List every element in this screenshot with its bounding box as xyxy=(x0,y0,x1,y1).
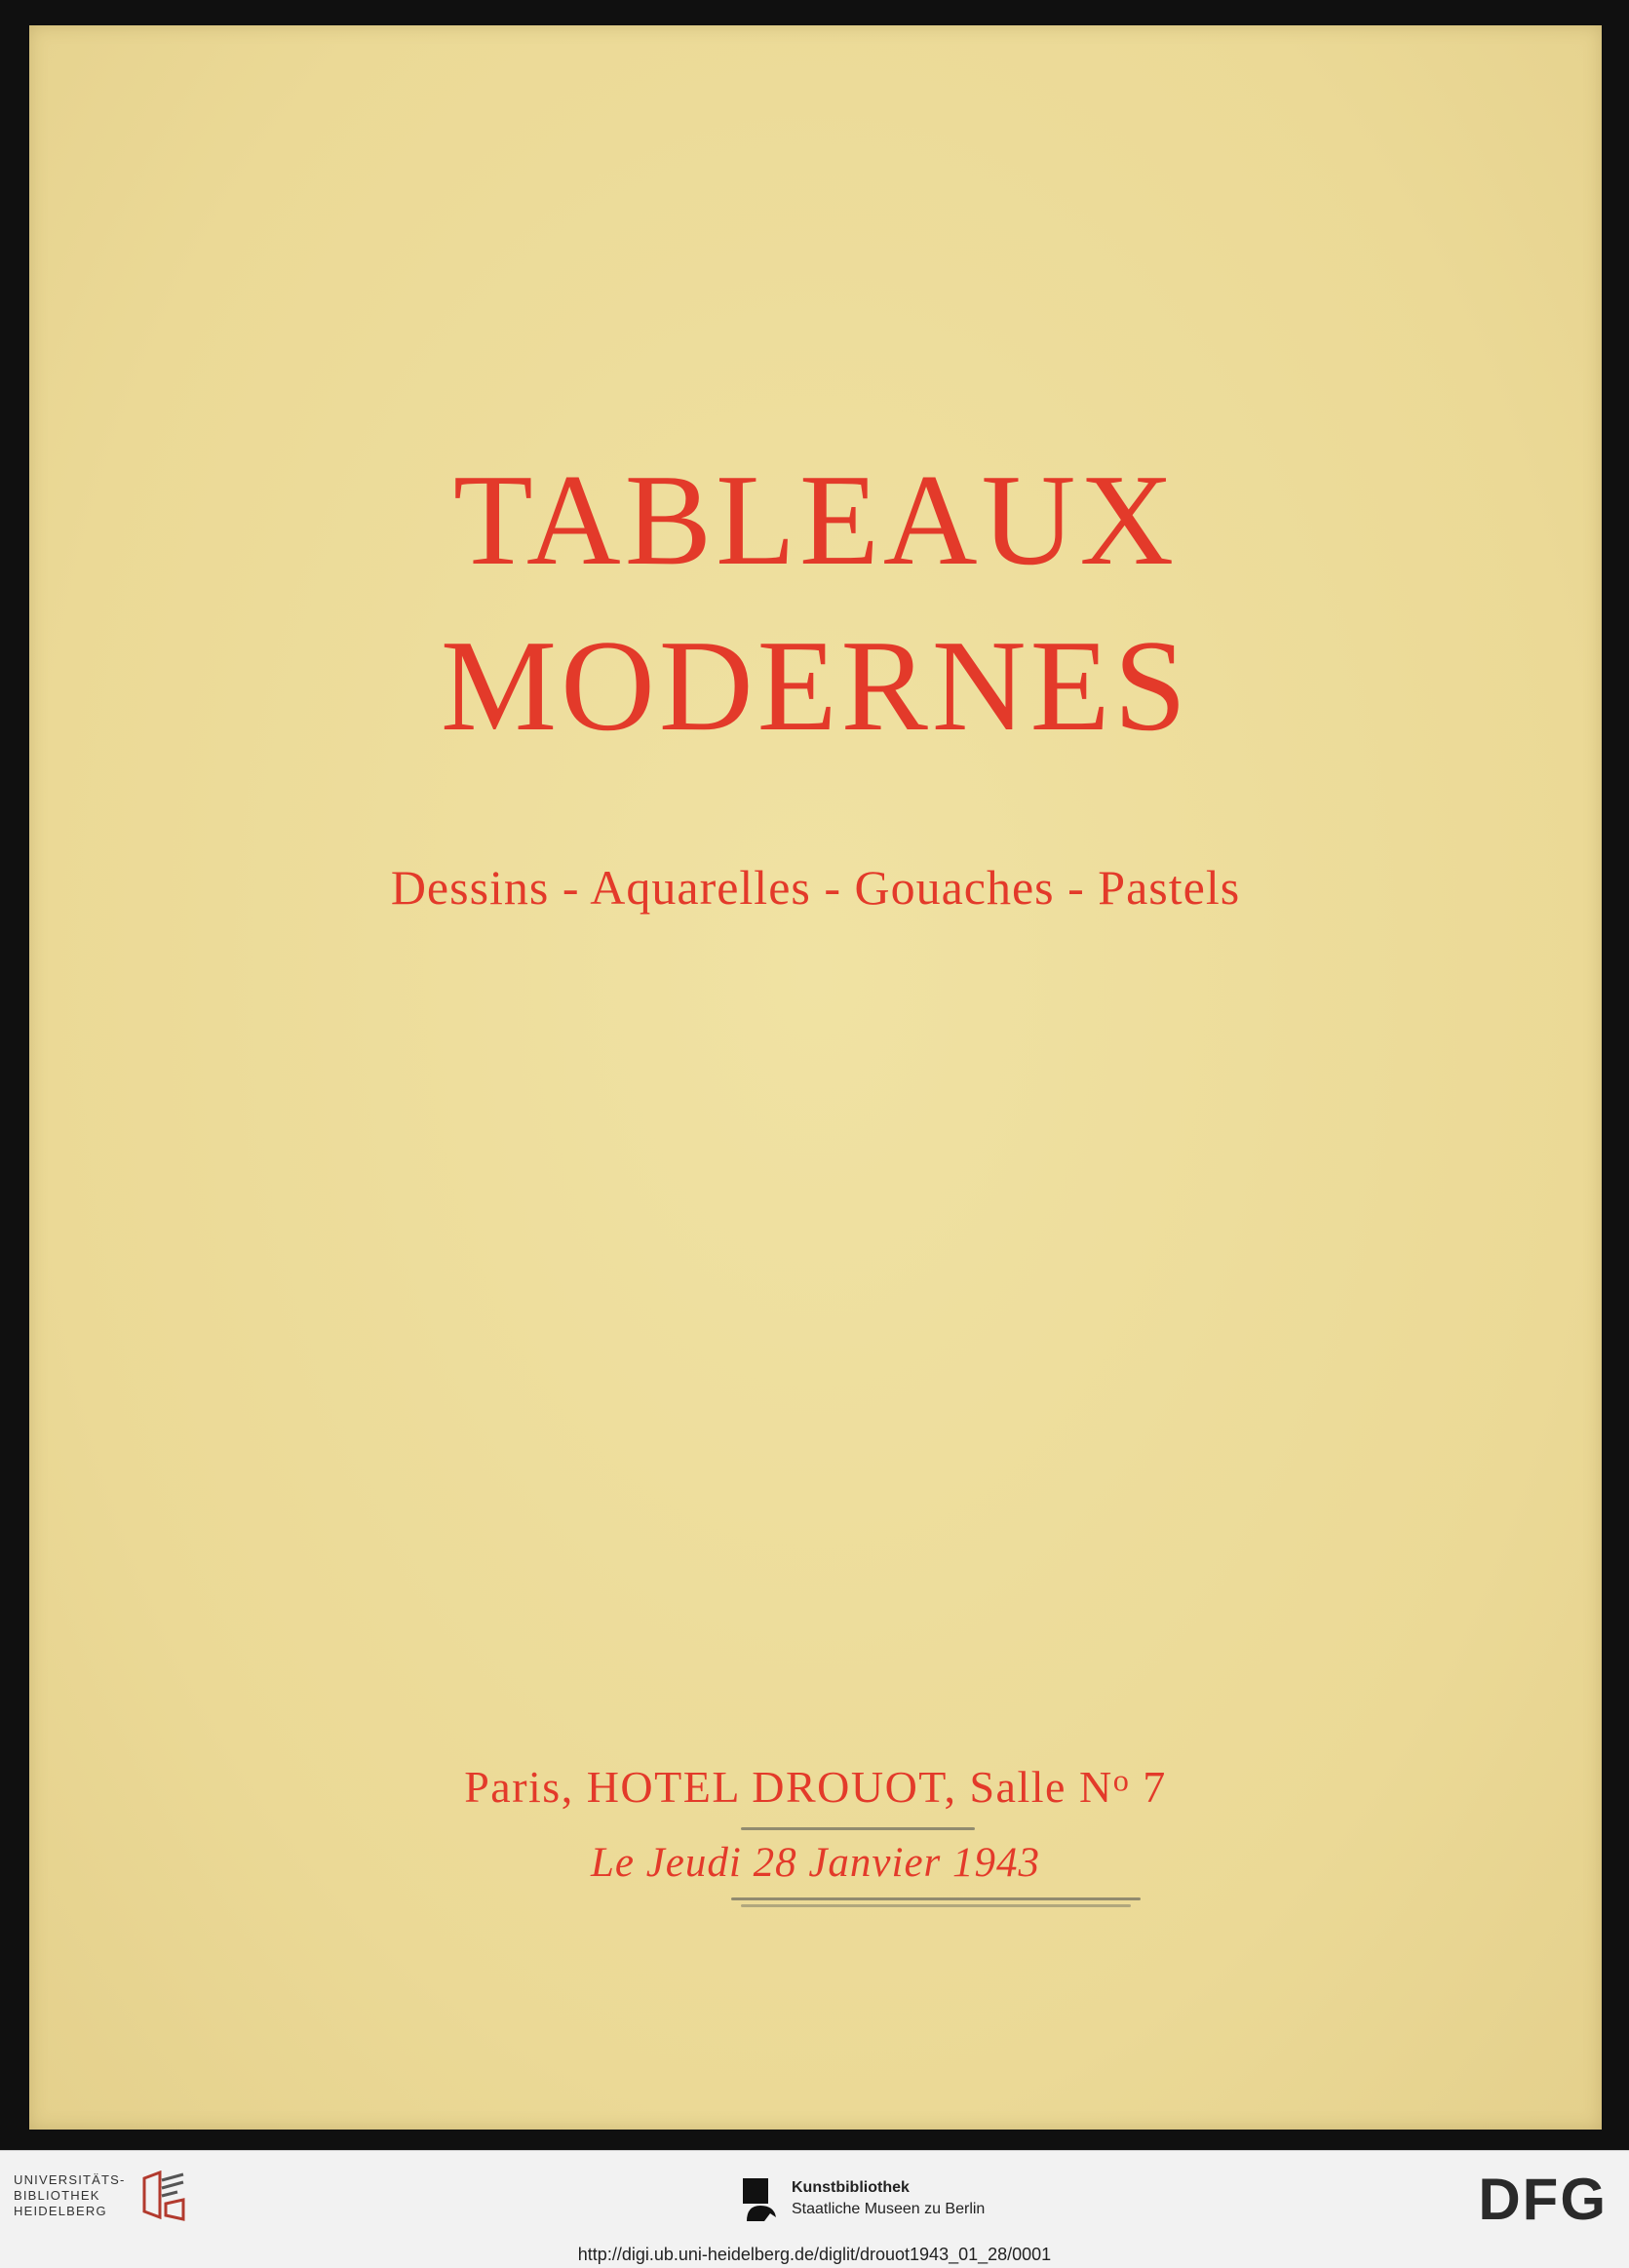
pencil-underline-venue xyxy=(741,1827,975,1830)
venue-number-sign: o xyxy=(1112,1762,1131,1798)
title-line-2: MODERNES xyxy=(440,613,1191,758)
venue-text: Paris, HOTEL DROUOT, Salle N xyxy=(464,1762,1113,1812)
ub-heidelberg-mark-icon xyxy=(140,2170,189,2221)
ub-line-2: BIBLIOTHEK xyxy=(14,2188,100,2203)
ub-line-1: UNIVERSITÄTS- xyxy=(14,2172,126,2187)
pencil-underline-date xyxy=(731,1897,1141,1900)
pencil-underline-date-2 xyxy=(741,1904,1131,1907)
kunstbibliothek-text xyxy=(792,2177,985,2220)
catalogue-cover xyxy=(29,25,1602,2130)
permalink-url[interactable]: http://digi.ub.uni-heidelberg.de/diglit/drouot1943_01_28/0001 xyxy=(0,2243,1629,2268)
library-footer xyxy=(0,2150,1629,2244)
ub-line-3: HEIDELBERG xyxy=(14,2204,107,2218)
title-line-1: TABLEAUX xyxy=(452,448,1179,592)
kunstbibliothek-mark-icon xyxy=(743,2178,782,2221)
ub-heidelberg-logo-text xyxy=(14,2172,126,2219)
venue-number: 7 xyxy=(1130,1762,1167,1812)
kb-name: Kunstbibliothek xyxy=(792,2179,910,2196)
kb-sub: Staatliche Museen zu Berlin xyxy=(792,2201,986,2217)
dfg-logo: DFG xyxy=(1478,2167,1608,2232)
sale-date: Le Jeudi 28 Janvier 1943 xyxy=(590,1840,1041,1886)
subtitle: Dessins - Aquarelles - Gouaches - Pastels xyxy=(390,860,1241,915)
venue-line xyxy=(29,1761,1602,1813)
